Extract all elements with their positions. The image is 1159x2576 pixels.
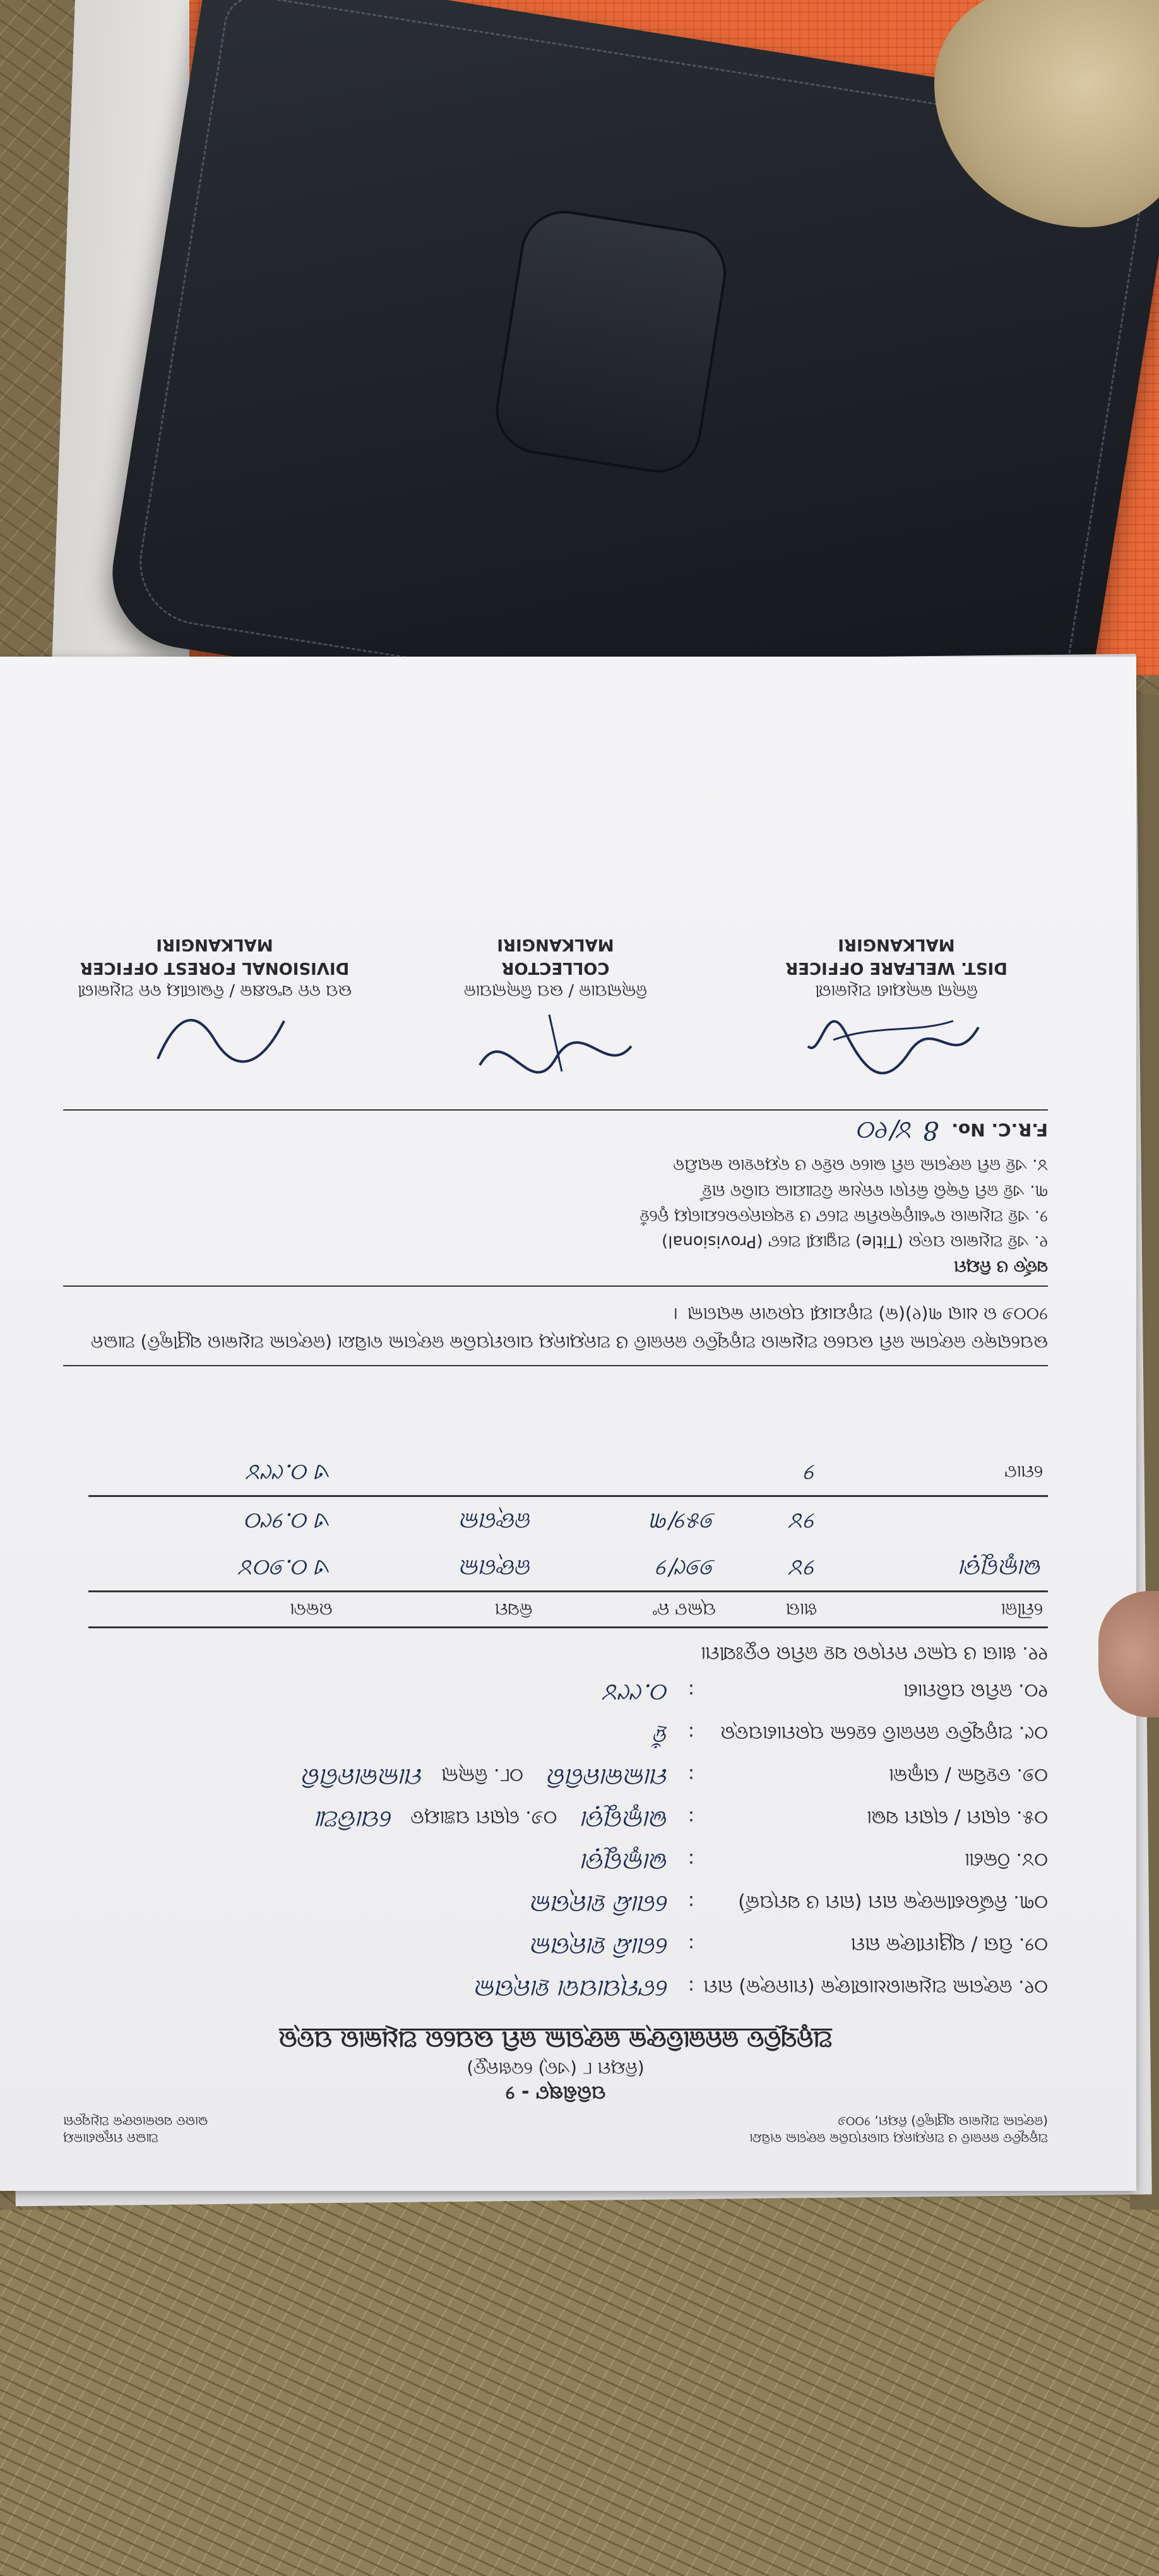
- condition-item: ୨. ଏହି ଅଧିକାର ବଂଶାନୁକ୍ରମିକ ଅଟେ ଓ ହସ୍ତାନ୍ତରଯୋଗ୍ୟ ନୁହେଁ: [639, 1206, 1048, 1225]
- header-left-line1: ଅନୁସୂଚିତ ଜନଜାତି ଓ ଅନ୍ୟାନ୍ୟ ପାରମ୍ପରିକ ଜଙ୍ଗଲ ବାସିନ୍ଦା: [749, 2131, 1048, 2146]
- table-header: ଖାତା: [721, 1592, 822, 1628]
- signature-place: MALKANGIRI: [156, 935, 273, 955]
- field-row: [63, 1763, 1048, 1791]
- field-extra: [303, 1763, 523, 1791]
- declaration-text: ଉପରୋକ୍ତ ଜଙ୍ଗଲ ଜମି ଉପରେ ଅଧିକାର ଅନୁସୂଚିତ ଜନଜାତି ଓ ଅନ୍ୟାନ୍ୟ ପାରମ୍ପରିକ ଜଙ୍ଗଲ ବାସିନ୍ଦା (ଜଙ୍ଗଲ ଅଧିକାର ସ୍ୱୀକୃତି) ଆଇନ ୨୦୦୬ ର ଧାରା ୩(୧)(କ) ଅନୁଯାୟୀ ପ୍ରଦାନ କରାଗଲା ।: [63, 1299, 1048, 1366]
- signature-title-or: ଜିଲ୍ଲା କଲ୍ୟାଣ ଅଧିକାରୀ: [815, 981, 978, 1000]
- field-label: ୦୩. ନିର୍ଭରଶୀଳଙ୍କ ନାମ (ନାମ ଓ ସମ୍ପର୍କ): [738, 1891, 1048, 1913]
- field-colon: :: [687, 1976, 694, 1998]
- land-table: [88, 1448, 1048, 1628]
- header-right-line2: ଭାରତ ସରକାରଙ୍କ ଅଧିସୂଚନା: [63, 2114, 208, 2129]
- condition-item: ୪. ଏହି ଜମି ଜଙ୍ଗଲ ଜମି ଭାବେ ରହିବ ଓ ବ୍ୟବହାର କରାଯିବ: [673, 1155, 1048, 1175]
- field-value: ମାଲକାନଗିରି: [548, 1763, 669, 1791]
- table-cell: ୨୪: [791, 1508, 817, 1534]
- document-page-rotated: [0, 657, 1136, 2191]
- table-cell: ଜଙ୍ଗଲ: [460, 1508, 533, 1534]
- signature-collector: [404, 933, 707, 1084]
- form-title: ଅନୁସୂଚିତ ଜନଜାତିଙ୍କ ଜଙ୍ଗଲ ଜମି ଉପରେ ଅଧିକାର ପତ୍ର: [278, 2026, 833, 2054]
- table-cell: ଏ ୦.୨୯୦: [246, 1508, 333, 1534]
- field-colon: :: [687, 1722, 694, 1744]
- field-value: ଟେମ୍ପାପଦା ହାନ୍ତାଲ: [475, 1975, 669, 2003]
- condition-item: ୧. ଏହି ଅଧିକାର ପତ୍ର (Title) ଅସ୍ଥାୟୀ ଅଟେ (Provisional): [662, 1232, 1048, 1251]
- field-extra-label: ୦୬. ଗ୍ରାମ ପଞ୍ଚାୟତ: [410, 1806, 557, 1828]
- signature-title-en: DIVISIONAL FOREST OFFICER: [80, 958, 350, 977]
- document-content: [63, 933, 1048, 2147]
- form-fields: [63, 1642, 1048, 2003]
- signature-section: [63, 933, 1048, 1084]
- table-row: [88, 1544, 1048, 1592]
- signature-mark: [63, 1002, 366, 1084]
- table-cell-empty: [338, 1448, 538, 1496]
- field-value: ଭାଲୁଗୁଡ଼ା: [582, 1806, 669, 1834]
- table-header-row: [88, 1592, 1048, 1628]
- table-row: [88, 1496, 1048, 1544]
- conditions-title: ସର୍ତ୍ତ ଓ ନିୟମ: [954, 1257, 1048, 1277]
- signature-forest-officer: [63, 933, 366, 1084]
- signature-place: MALKANGIRI: [838, 935, 955, 955]
- table-header: ମୌଜା: [822, 1592, 1048, 1628]
- document-header: [63, 2113, 1048, 2147]
- signature-mark: [745, 1002, 1048, 1084]
- table-total-row: [88, 1448, 1048, 1496]
- field-colon: :: [687, 1806, 694, 1828]
- header-right-line1: ଆଇନ ମନ୍ତ୍ରଣାଳୟ: [63, 2131, 158, 2146]
- field-row: [63, 1932, 1048, 1960]
- table-total-label: ମୋଟ: [822, 1448, 1048, 1496]
- table-total-value: ଏ ୦.୯୯୪: [88, 1448, 338, 1496]
- field-row: [63, 1847, 1048, 1876]
- ground-bottom: [0, 2197, 1159, 2576]
- signature-mark: [404, 1002, 707, 1084]
- form-number: ପରିଶିଷ୍ଟ - ୨: [505, 2082, 606, 2104]
- field-colon: :: [687, 1891, 694, 1913]
- table-cell-empty: [537, 1448, 720, 1496]
- field-label: ୦୪. ଠିକଣା: [965, 1849, 1048, 1871]
- field-label: ୦୭. ତହସିଲ / ତାଲୁକା: [889, 1764, 1048, 1786]
- table-cell: ଏ ୦.୭୦୪: [241, 1554, 333, 1580]
- signature-title-or: ଉପ ବନ ସଂରକ୍ଷକ / ବିଭାଗୀୟ ବନ ଅଧିକାରୀ: [77, 981, 352, 1000]
- field-colon: :: [687, 1764, 694, 1786]
- table-cell: ୨୪: [791, 1554, 817, 1580]
- folder-strap: [489, 205, 732, 479]
- table-header: ପ୍ଲଟ ନଂ: [537, 1592, 720, 1628]
- form-heading: [63, 2025, 1048, 2104]
- boundary-heading: ୧୧. ଖାତା ଓ ପ୍ଲଟ ନମ୍ବର ସହ ଜମିର ଚତୁଃସୀମା: [701, 1642, 1048, 1664]
- field-label: ୦୧. ଜଙ୍ଗଲ ଅଧିକାରଧାରୀଙ୍କ (ମାନଙ୍କ) ନାମ: [703, 1976, 1048, 1998]
- handwritten-signature-icon: [461, 1008, 650, 1084]
- field-value: ଗୋନ୍ଦି ହାନ୍ତାଲ: [532, 1933, 669, 1960]
- signature-place: MALKANGIRI: [497, 935, 614, 955]
- field-value: ହଁ: [655, 1721, 669, 1749]
- signature-welfare-officer: [745, 933, 1048, 1084]
- field-extra-label: ୦୮. ଜିଲ୍ଲା: [441, 1764, 523, 1786]
- signature-title-en: COLLECTOR: [501, 958, 610, 977]
- field-label: ୦୨. ପିତା / ସ୍ୱାମୀଙ୍କ ନାମ: [850, 1933, 1048, 1955]
- form-rule-reference: (ନିୟମ ୮ (ଏଚ୍) ଦେଖନ୍ତୁ): [467, 2058, 645, 2079]
- field-colon: :: [687, 1933, 694, 1955]
- table-cell: ଭାଲୁଗୁଡ଼ା: [960, 1554, 1043, 1580]
- header-right: [63, 2113, 208, 2147]
- conditions-block: [63, 1152, 1048, 1287]
- field-colon: :: [687, 1849, 694, 1871]
- field-label: ୦୯. ଅନୁସୂଚିତ ଜନଜାତି ହେଲେ ପ୍ରମାଣପତ୍ର: [720, 1722, 1048, 1744]
- frc-stamp: [63, 1109, 1048, 1145]
- header-left: [749, 2113, 1048, 2147]
- field-extra-value: ପୋଡିଆ: [316, 1806, 393, 1834]
- table-cell: ଜଙ୍ଗଲ: [460, 1554, 533, 1580]
- signature-title-or: ଜିଲ୍ଲାପାଳ / ଉପ ଜିଲ୍ଲାପାଳ: [463, 981, 648, 1000]
- table-cell: [822, 1496, 1048, 1544]
- title-document: [0, 657, 1136, 2191]
- signature-title-en: DIST. WELFARE OFFICER: [785, 958, 1007, 977]
- field-extra: [317, 1805, 557, 1834]
- field-label: ୧୦. ଜମିର ପରିମାଣ: [903, 1679, 1048, 1702]
- table-total-count: ୨: [721, 1448, 822, 1496]
- boundary-heading-row: [63, 1642, 1048, 1664]
- field-value: ଗୋନ୍ଦି ହାନ୍ତାଲ: [532, 1890, 669, 1918]
- table-cell: ୭୫୨/୩: [651, 1508, 716, 1534]
- field-colon: :: [687, 1679, 694, 1702]
- frc-label: F.R.C. No.: [951, 1119, 1048, 1141]
- field-extra-value: ମାଲକାନଗିରି: [303, 1763, 424, 1791]
- field-value: ୦.୯୯୪: [605, 1679, 669, 1707]
- table-header: ରକବା: [88, 1592, 338, 1628]
- handwritten-signature-icon: [802, 1008, 991, 1084]
- header-left-line2: (ଜଙ୍ଗଲ ଅଧିକାର ସ୍ୱୀକୃତି) ନିୟମ, ୨୦୦୬: [838, 2114, 1048, 2129]
- handwritten-signature-icon: [120, 1008, 309, 1084]
- frc-number: 8 ୪/୧୦: [859, 1115, 939, 1145]
- table-cell: ୭୭୯/୨: [657, 1554, 716, 1580]
- field-row: [63, 1890, 1048, 1918]
- field-label: ୦୫. ଗ୍ରାମ / ଗ୍ରାମ ସଭା: [867, 1806, 1048, 1828]
- field-value: ଭାଲୁଗୁଡ଼ା: [582, 1848, 669, 1876]
- table-header: କିସମ: [338, 1592, 538, 1628]
- field-row: [63, 1805, 1048, 1834]
- field-row: [63, 1974, 1048, 2003]
- field-row: [63, 1678, 1048, 1707]
- field-row: [63, 1720, 1048, 1749]
- condition-item: ୩. ଏହି ଜମି ବିକ୍ରି କିମ୍ବା ବନ୍ଧକ ଦିଆଯାଇ ପାରିବ ନାହିଁ: [702, 1181, 1048, 1200]
